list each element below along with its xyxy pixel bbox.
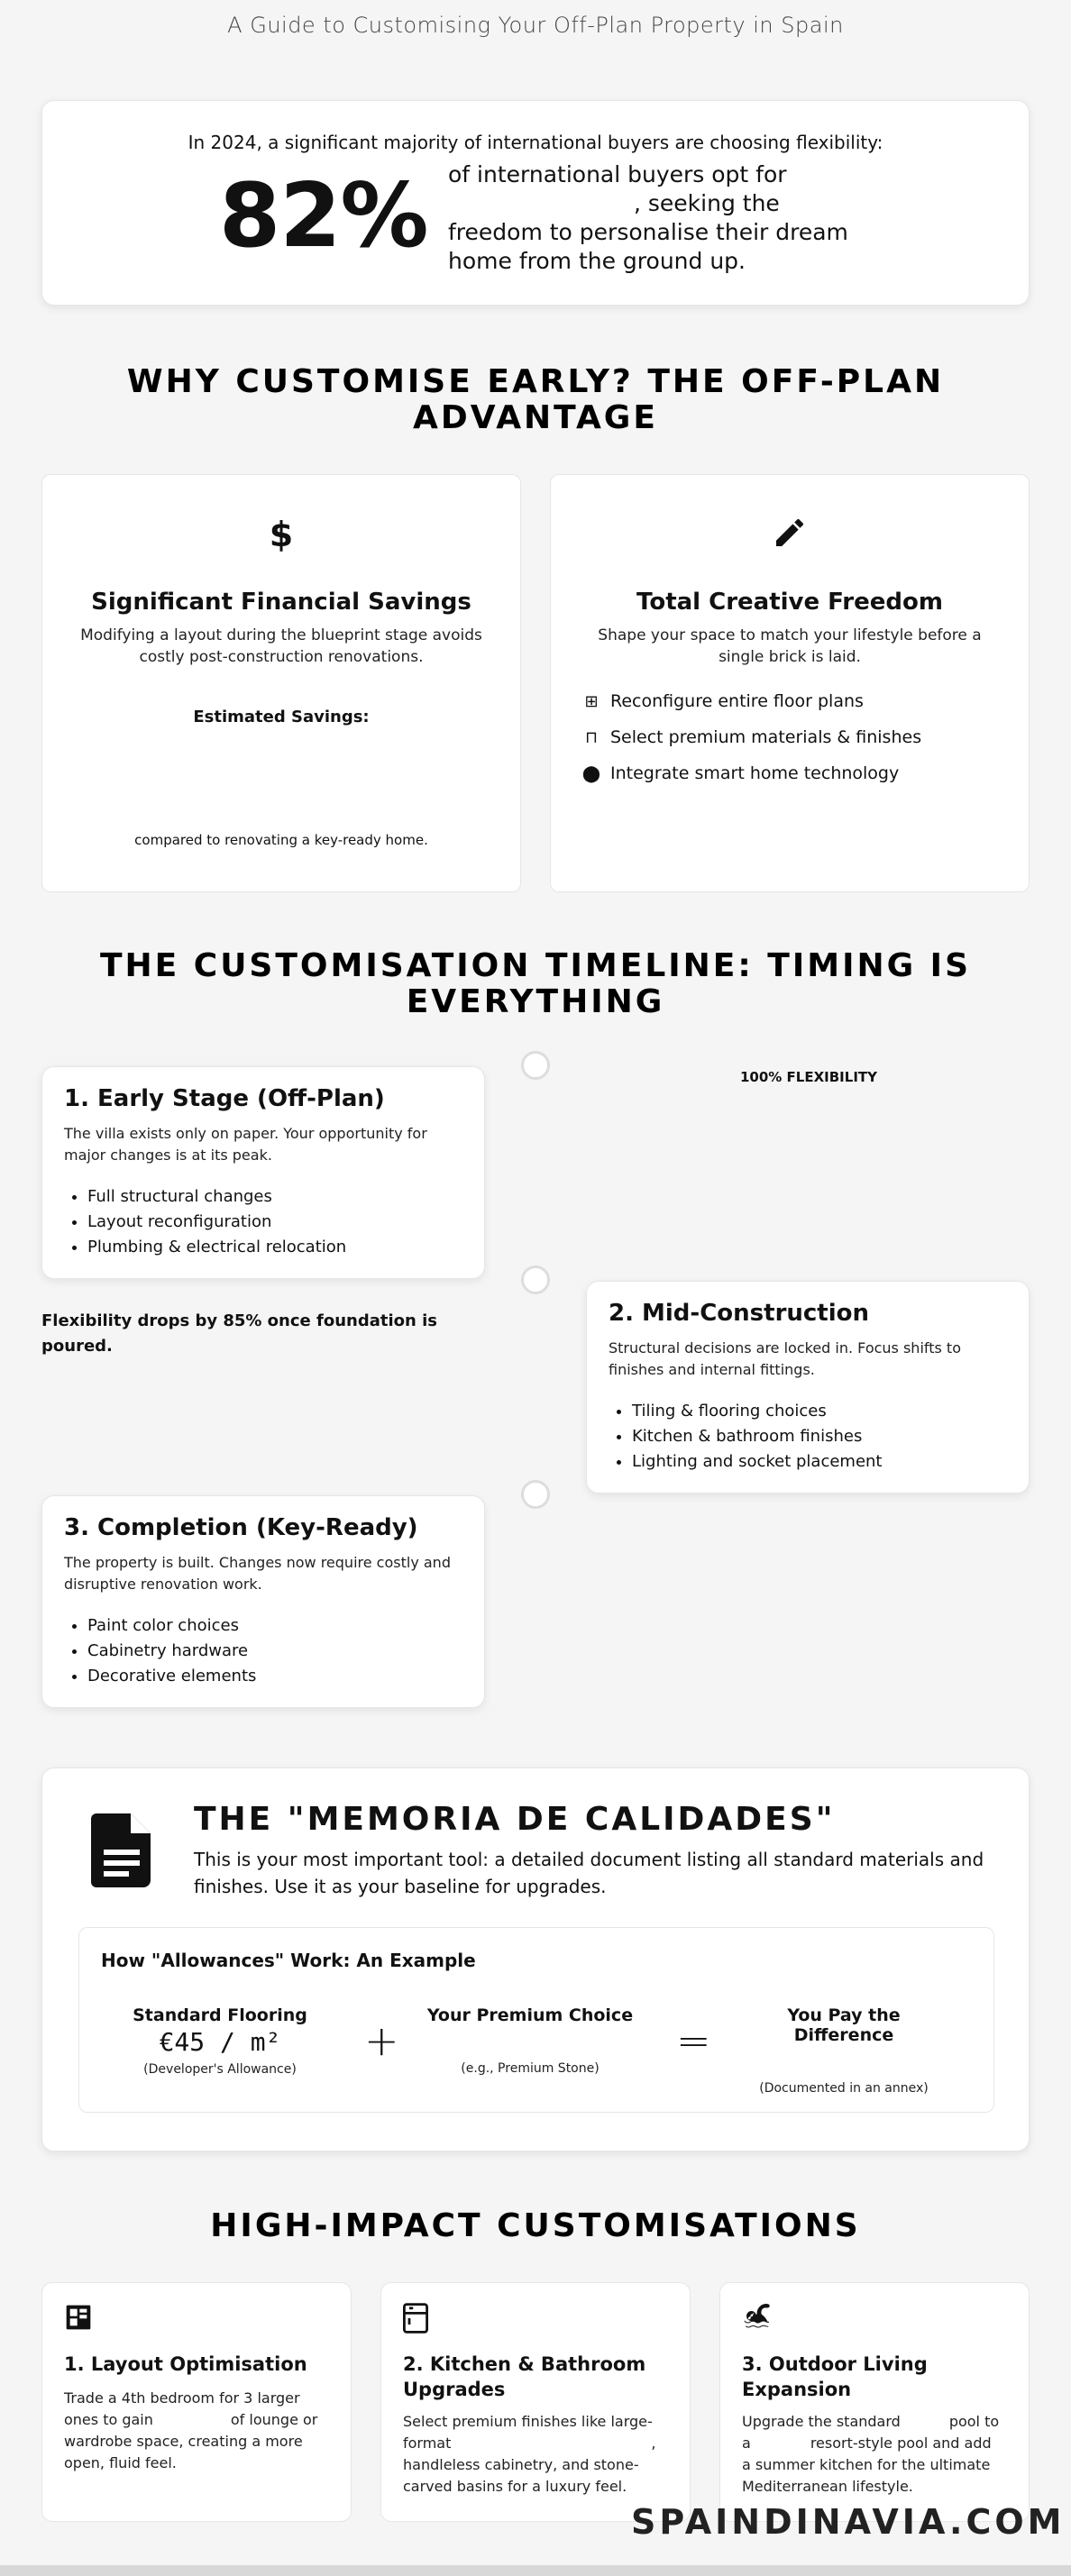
stat-text-line: home from the ground up. <box>448 248 746 274</box>
calc-col-sub: (Developer's Allowance) <box>143 2062 297 2077</box>
stage-title: 1. Early Stage (Off-Plan) <box>64 1085 385 1112</box>
hi-card-outdoor <box>719 2282 1030 2522</box>
calc-col-sub: (Documented in an annex) <box>759 2081 929 2096</box>
stage-list <box>87 1184 346 1260</box>
stat-value: 82% <box>219 165 428 268</box>
stage-item: • Decorative elements <box>87 1664 256 1689</box>
stage-desc: The villa exists only on paper. Your opportunity for major changes is at its peak. <box>64 1125 427 1164</box>
plus-icon: + <box>364 2016 399 2065</box>
pool-icon: 🏊︎ <box>742 2303 773 2330</box>
freedom-item-label: Integrate smart home technology <box>610 763 900 783</box>
stage-list <box>87 1613 256 1689</box>
timeline-heading: THE CUSTOMISATION TIMELINE: TIMING IS EVERYTHING <box>99 947 972 1020</box>
flexibility-drop-note: Flexibility drops by 85% once foundation is poured. <box>41 1311 437 1356</box>
savings-desc: Modifying a layout during the blueprint stage avoids costly post-construction renovations. <box>80 626 482 666</box>
hi-card-desc-line: wardrobe space, creating a more <box>64 2433 303 2450</box>
timeline-stage-card <box>586 1281 1030 1494</box>
savings-title: Significant Financial Savings <box>91 589 471 616</box>
freedom-item <box>580 763 899 783</box>
hi-card-title: 1. Layout Optimisation <box>64 2353 307 2375</box>
hi-card-desc-line: carved basins for a luxury feel. <box>403 2478 627 2495</box>
hi-card-desc <box>64 2388 331 2474</box>
hi-card-desc-line: Select premium finishes like large- <box>403 2413 653 2430</box>
savings-card <box>41 474 521 892</box>
hi-card-desc-line: ones to gain <box>64 2411 153 2428</box>
stage-list <box>632 1399 883 1475</box>
watermark: SPAINDINAVIA.COM <box>631 2502 1066 2542</box>
stage-desc: The property is built. Changes now require costly and disruptive renovation work. <box>64 1554 451 1593</box>
hi-card-desc-line: Mediterranean lifestyle. <box>742 2478 913 2495</box>
estimated-savings-label: Estimated Savings: <box>193 708 370 726</box>
savings-compare-note: compared to renovating a key-ready home. <box>134 832 428 848</box>
page-title: A Guide to Customising Your Off-Plan Property in Spain <box>227 13 844 38</box>
stat-intro: In 2024, a significant majority of international buyers are choosing flexibility: <box>188 132 883 153</box>
stage-title: 3. Completion (Key-Ready) <box>64 1514 418 1541</box>
calc-col-premium <box>422 2005 638 2076</box>
hi-card-title <box>742 2352 1011 2402</box>
timeline-dot <box>521 1480 550 1509</box>
stat-text <box>448 160 872 276</box>
hi-card-desc-line: Trade a 4th bedroom for 3 larger <box>64 2389 300 2407</box>
timeline-stage-card <box>41 1066 485 1279</box>
hi-card-title <box>403 2352 672 2402</box>
calc-col-title: Standard Flooring <box>133 2005 307 2025</box>
freedom-item-label: Select premium materials & finishes <box>610 727 922 747</box>
hi-card-desc-line: a summer kitchen for the ultimate <box>742 2456 991 2473</box>
stage-item: • Full structural changes <box>87 1184 346 1210</box>
calc-col-value: €45 / m² <box>159 2027 281 2057</box>
hi-card-desc-line: of lounge or <box>230 2411 318 2428</box>
timeline-stage-card <box>41 1495 485 1708</box>
hi-card-title-line: 2. Kitchen & Bathroom <box>403 2353 646 2375</box>
hi-card-desc-line: open, fluid feel. <box>64 2454 177 2471</box>
hi-card-layout <box>41 2282 352 2522</box>
memoria-card <box>41 1768 1030 2151</box>
flexibility-label: 100% FLEXIBILITY <box>739 1069 877 1085</box>
hi-card-desc <box>403 2411 670 2498</box>
calc-col-sub: (e.g., Premium Stone) <box>461 2061 600 2076</box>
timeline-dot <box>521 1051 550 1080</box>
stage-item: • Layout reconfiguration <box>87 1210 346 1235</box>
stat-text-line: of international buyers opt for <box>448 161 787 187</box>
calc-col-difference <box>736 2005 952 2096</box>
freedom-title: Total Creative Freedom <box>636 589 943 616</box>
timeline-dot <box>521 1265 550 1294</box>
stat-text-line: freedom to personalise their dream <box>448 219 848 245</box>
hi-card-desc <box>742 2411 1009 2498</box>
document-icon <box>91 1813 154 1891</box>
hi-card-title-line: Upgrades <box>403 2379 506 2400</box>
freedom-item-label: Reconfigure entire floor plans <box>610 691 864 711</box>
kitchen-icon <box>403 2303 428 2341</box>
freedom-item <box>580 727 921 747</box>
high-impact-heading: HIGH-IMPACT CUSTOMISATIONS <box>210 2207 861 2244</box>
equals-icon: = <box>676 2016 711 2065</box>
freedom-desc: Shape your space to match your lifestyle before a single brick is laid. <box>598 626 982 666</box>
example-title: How "Allowances" Work: An Example <box>101 1950 476 1971</box>
freedom-card <box>550 474 1030 892</box>
calc-col-standard <box>112 2005 328 2077</box>
calc-col-title: Your Premium Choice <box>426 2005 634 2025</box>
stage-desc: Structural decisions are locked in. Focus shifts to finishes and internal fittings. <box>609 1339 961 1378</box>
stage-item: • Lighting and socket placement <box>632 1449 883 1475</box>
plus-square-icon: ⊞ <box>584 691 599 711</box>
stage-item: • Paint color choices <box>87 1613 256 1639</box>
allowance-example-box <box>78 1927 994 2113</box>
hi-card-desc-line: a <box>742 2434 751 2452</box>
stage-item: • Tiling & flooring choices <box>632 1399 883 1424</box>
hi-card-desc-line: resort-style pool and add <box>810 2434 992 2452</box>
stat-text-line: , seeking the <box>634 190 780 216</box>
pencil-icon <box>551 515 1029 559</box>
hi-card-desc-line: Upgrade the standard <box>742 2413 901 2430</box>
hi-card-desc-line: handleless cabinetry, and stone- <box>403 2456 639 2473</box>
home-tech-icon: ⬤ <box>581 763 601 783</box>
memoria-title: THE "MEMORIA DE CALIDADES" <box>194 1801 836 1838</box>
dollar-icon: $ <box>269 515 294 554</box>
bottom-scroll-bar <box>0 2565 1071 2576</box>
hi-card-kitchen <box>380 2282 691 2522</box>
freedom-item <box>580 691 864 711</box>
stage-item: • Plumbing & electrical relocation <box>87 1235 346 1260</box>
calc-col-title: You Pay the Difference <box>787 2005 901 2045</box>
hi-card-desc-line: , <box>651 2434 656 2452</box>
stage-item: • Cabinetry hardware <box>87 1639 256 1664</box>
layout-icon <box>64 2303 93 2339</box>
memoria-desc: This is your most important tool: a detailed document listing all standard materials and finishes. Use it as your baseline for upgrades. <box>194 1849 984 1897</box>
hi-card-title-line: Expansion <box>742 2379 852 2400</box>
hi-card-desc-line: pool to <box>948 2413 1000 2430</box>
hi-card-title-line: 3. Outdoor Living <box>742 2353 928 2375</box>
hi-card-desc-line: format <box>403 2434 452 2452</box>
stage-item: • Kitchen & bathroom finishes <box>632 1424 883 1449</box>
why-heading: WHY CUSTOMISE EARLY? THE OFF-PLAN ADVANTAGE <box>126 363 945 436</box>
paint-roller-icon: ⊓ <box>584 727 599 747</box>
stage-title: 2. Mid-Construction <box>609 1300 870 1327</box>
